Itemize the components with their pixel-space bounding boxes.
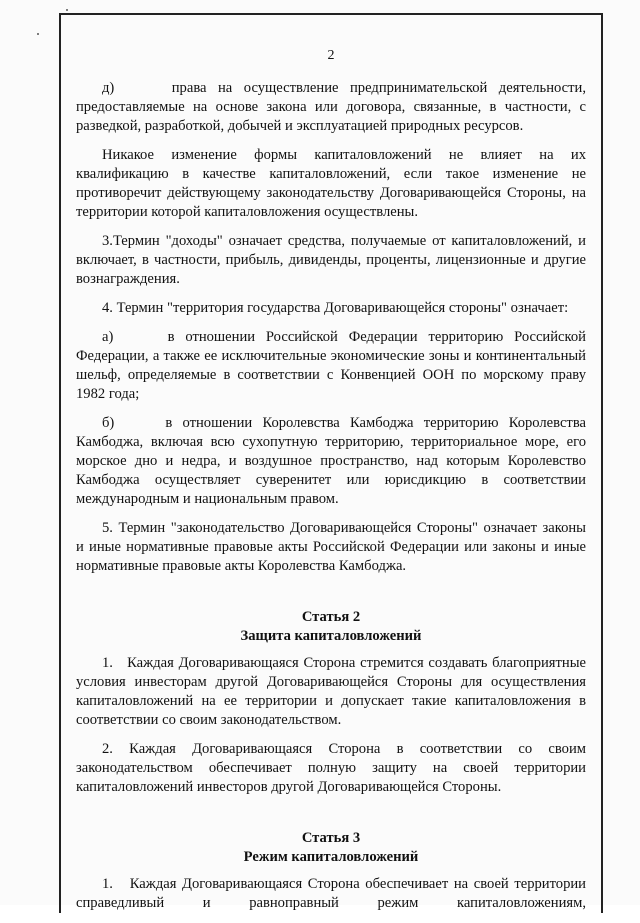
paragraph-item-b: б) в отношении Королевства Камбоджа территорию Королевства Камбоджа, включая всю сухопутную территорию, территориальное море, его морское дно и недра, и воздушное пространство, над которым Королевство Камбоджа осуществляет суверенитет или юрисдикцию в соответствии международным и национальным правом. — [76, 415, 586, 507]
article-2-heading — [76, 608, 586, 646]
article-3-title: Режим капиталовложений — [243, 849, 419, 865]
article-3-paragraph-1: 1. Каждая Договаривающаяся Сторона обеспечивает на своей территории справедливый и равноправный режим капиталовложениям, — [76, 876, 586, 911]
scan-speck — [66, 9, 68, 11]
page-number: 2 — [327, 48, 335, 63]
article-2-number: Статья 2 — [301, 609, 361, 625]
article-3-number: Статья 3 — [301, 830, 361, 846]
paragraph-term-territory: 4. Термин "территория государства Договаривающейся стороны" означает: — [102, 300, 569, 316]
paragraph-term-income: 3.Термин "доходы" означает средства, получаемые от капиталовложений, и включает, в частности, прибыль, дивиденды, проценты, лицензионные и другие вознаграждения. — [76, 233, 586, 287]
article-3-heading — [76, 829, 586, 867]
paragraph-form-change: Никакое изменение формы капиталовложений не влияет на их квалификацию в качестве капиталовложений, если такое изменение не противоречит действующему законодательству Договаривающейся Стороны, на территории которой капиталовложения осуществлены. — [76, 147, 586, 220]
document-body — [76, 46, 586, 923]
scan-speck — [37, 33, 39, 35]
article-2-paragraph-1: 1. Каждая Договаривающаяся Сторона стремится создавать благоприятные условия инвесторам другой Договаривающейся Стороны для осуществления капиталовложений на ее территории и допускает такие капиталовложения в соответствии со своим законодательством. — [76, 655, 586, 728]
article-2-paragraph-2: 2. Каждая Договаривающаяся Сторона в соответствии со своим законодательством обеспечивает полную защиту на своей территории капиталовложений инвесторов другой Договаривающейся Стороны. — [76, 741, 586, 795]
paragraph-term-legislation: 5. Термин "законодательство Договаривающейся Стороны" означает законы и иные нормативные правовые акты Российской Федерации или законы и иные нормативные правовые акты Королевства Камбоджа. — [76, 520, 586, 574]
article-2-title: Защита капиталовложений — [240, 628, 422, 644]
paragraph-item-d: д) права на осуществление предпринимательской деятельности, предоставляемые на основе закона или договора, связанные, в частности, с разведкой, разработкой, добычей и эксплуатацией природных ресурсов. — [76, 80, 586, 134]
paragraph-item-a: а) в отношении Российской Федерации территорию Российской Федерации, а также ее исключительные экономические зоны и континентальный шельф, определяемые в соответствии с Конвенцией ООН по морскому праву 1982 года; — [76, 329, 586, 402]
